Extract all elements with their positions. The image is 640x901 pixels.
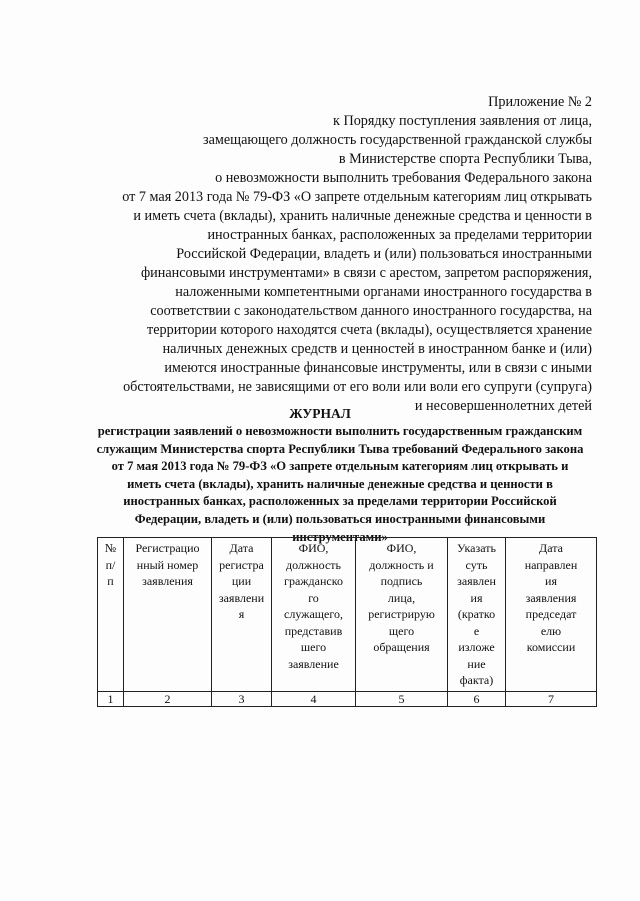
journal-title: ЖУРНАЛ xyxy=(289,406,351,421)
header-line: должность xyxy=(286,557,341,572)
journal-subtitle xyxy=(90,423,590,546)
header-line: заявления xyxy=(142,574,193,588)
header-line: заявлен xyxy=(457,574,496,588)
header-line: заявления xyxy=(525,590,577,605)
header-line: ФИО, xyxy=(386,541,417,555)
journal-table xyxy=(97,537,597,707)
appendix-line: Приложение № 2 xyxy=(488,94,592,110)
journal-subtitle-line: инструментами» xyxy=(292,529,388,544)
table-header-row xyxy=(98,538,597,692)
header-line: № xyxy=(104,541,117,555)
header-line: гражданско xyxy=(284,574,343,588)
number-cell: 1 xyxy=(98,691,124,706)
header-line: елю xyxy=(540,623,562,638)
header-line: изложе xyxy=(458,640,495,654)
header-line: щего xyxy=(388,623,415,638)
header-line: комиссии xyxy=(526,640,576,654)
header-line: председат xyxy=(525,607,577,621)
table-number-row xyxy=(98,691,597,706)
header-cell-number xyxy=(98,538,124,692)
appendix-line: и несовершеннолетних детей xyxy=(414,398,592,414)
header-cell-essence xyxy=(448,538,506,692)
appendix-line: финансовыми инструментами» в связи с арестом, запретом распоряжения, xyxy=(140,265,592,281)
header-line: ия xyxy=(470,590,483,605)
header-line: лица, xyxy=(387,590,416,605)
appendix-line: наложенными компетентными органами иностранного государства в xyxy=(175,284,592,300)
header-line: (кратко xyxy=(457,607,496,621)
header-line: суть xyxy=(465,557,488,572)
header-line: регистра xyxy=(219,557,264,572)
number-cell: 2 xyxy=(124,691,212,706)
header-line: п xyxy=(107,574,114,588)
header-line: ФИО, xyxy=(298,541,329,555)
header-line: ние xyxy=(467,656,486,671)
journal-subtitle-line: служащим Министерства спорта Республики Тыва требований Федерального закона xyxy=(96,441,584,456)
header-line: служащего, xyxy=(284,607,343,621)
header-line: заявление xyxy=(288,656,339,671)
header-line: го xyxy=(308,590,319,605)
number-cell: 4 xyxy=(272,691,356,706)
number-cell: 3 xyxy=(212,691,272,706)
header-cell-registration-number xyxy=(124,538,212,692)
number-cell: 7 xyxy=(506,691,597,706)
header-line: Дата xyxy=(539,541,563,555)
header-line: направлен xyxy=(524,557,578,572)
appendix-line: замещающего должность государственной гражданской службы xyxy=(202,132,592,148)
header-line: факта) xyxy=(459,673,494,687)
header-cell-registrar xyxy=(356,538,448,692)
header-line: подпись xyxy=(380,574,423,588)
header-line: ия xyxy=(545,574,557,588)
appendix-line: имеются иностранные финансовые инструменты, или в связи с иными xyxy=(164,360,592,376)
header-line: заявлени xyxy=(218,590,265,605)
header-line: должность и xyxy=(369,557,434,572)
header-cell-registration-date xyxy=(212,538,272,692)
header-line: я xyxy=(238,607,245,621)
header-line: представив xyxy=(284,623,343,638)
header-line: регистрирую xyxy=(368,607,435,621)
appendix-line: в Министерстве спорта Республики Тыва, xyxy=(338,151,592,167)
journal-subtitle-line: от 7 мая 2013 года № 79-ФЗ «О запрете отдельным категориям лиц открывать и xyxy=(111,459,569,474)
appendix-line: обстоятельствами, не зависящими от его воли или воли его супруги (супруга) xyxy=(123,379,592,395)
appendix-line: наличных денежных средств и ценностей в иностранном банке и (или) xyxy=(162,341,592,357)
header-cell-employee xyxy=(272,538,356,692)
header-line: Указать xyxy=(457,541,496,555)
appendix-line: Российской Федерации, владеть и (или) пользоваться иностранными xyxy=(176,246,592,262)
header-line: Дата xyxy=(229,541,254,555)
header-line: Регистрацио xyxy=(135,541,200,555)
journal-subtitle-line: регистрации заявлений о невозможности выполнить государственным гражданским xyxy=(97,424,583,438)
appendix-line: от 7 мая 2013 года № 79-ФЗ «О запрете отдельным категориям лиц открывать xyxy=(122,189,592,205)
header-cell-send-date xyxy=(506,538,597,692)
number-cell: 5 xyxy=(356,691,448,706)
appendix-line: к Порядку поступления заявления от лица, xyxy=(333,113,592,129)
appendix-header xyxy=(62,93,592,416)
journal-subtitle-line: Федерации, владеть и (или) пользоваться иностранными финансовыми xyxy=(134,511,546,526)
header-line: нный номер xyxy=(136,557,199,572)
header-line: обращения xyxy=(373,640,430,654)
header-line: е xyxy=(473,623,480,638)
appendix-line: территории которого находятся счета (вклады), осуществляется хранение xyxy=(147,322,592,338)
header-line: шего xyxy=(300,640,327,654)
appendix-line: и иметь счета (вклады), хранить наличные денежные средства и ценности в xyxy=(133,208,592,224)
journal-subtitle-line: иметь счета (вклады), хранить наличные денежные средства и ценности в xyxy=(127,476,553,491)
appendix-line: о невозможности выполнить требования Федерального закона xyxy=(215,170,592,186)
journal-subtitle-line: иностранных банках, расположенных за пределами территории Российской xyxy=(123,494,557,509)
header-line: ции xyxy=(231,574,252,588)
number-cell: 6 xyxy=(448,691,506,706)
appendix-line: иностранных банках, расположенных за пределами территории xyxy=(207,227,592,243)
header-line: п/ xyxy=(105,557,116,572)
appendix-line: соответствии с законодательством данного иностранного государства, на xyxy=(150,303,592,319)
